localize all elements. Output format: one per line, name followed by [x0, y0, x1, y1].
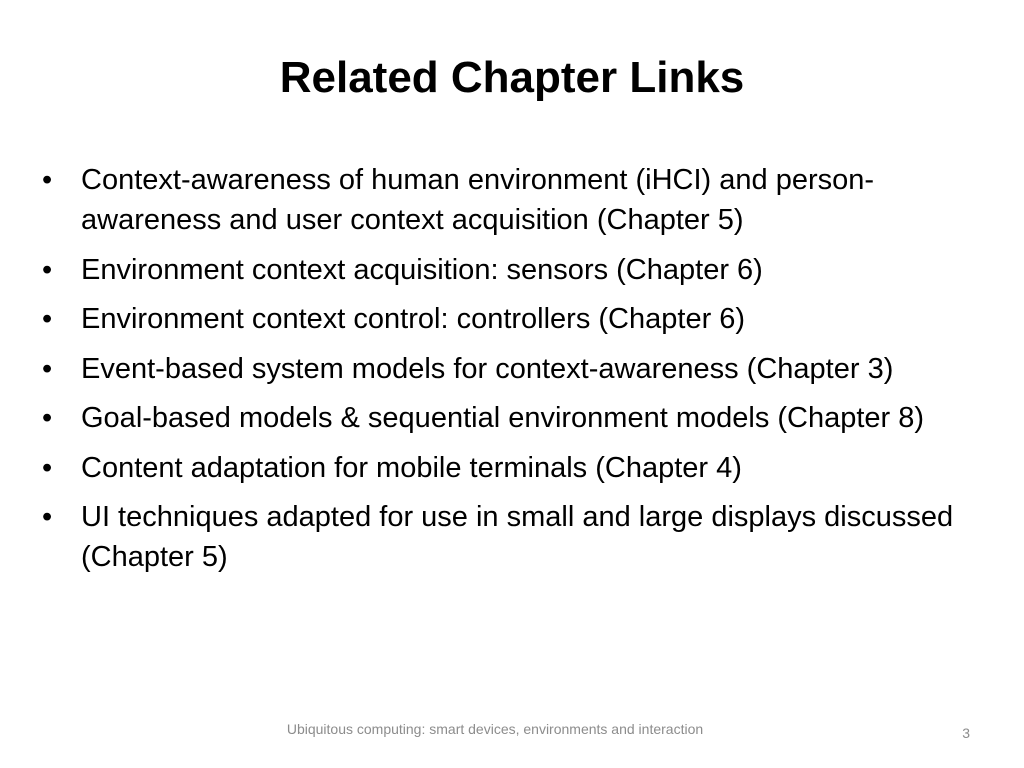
bullet-icon: • — [42, 253, 53, 286]
bullet-item — [42, 497, 992, 577]
bullet-text: Context-awareness of human environment (iHCI) and person-awareness and user context acquisition (Chapter 5) — [81, 164, 875, 236]
bullet-icon: • — [42, 352, 53, 385]
bullet-list — [42, 160, 992, 587]
bullet-text: Goal-based models & sequential environment models (Chapter 8) — [81, 402, 925, 434]
bullet-icon: • — [42, 164, 53, 196]
bullet-text: Content adaptation for mobile terminals (Chapter 4) — [81, 451, 742, 484]
bullet-text: Environment context acquisition: sensors (Chapter 6) — [81, 253, 763, 286]
slide-footer: Ubiquitous computing: smart devices, environments and interaction — [286, 721, 704, 737]
bullet-item — [42, 448, 992, 488]
bullet-icon: • — [42, 402, 53, 434]
page-number: 3 — [962, 725, 970, 741]
bullet-item — [42, 160, 992, 240]
slide-title: Related Chapter Links — [279, 53, 745, 102]
bullet-icon: • — [42, 303, 53, 335]
bullet-item — [42, 250, 992, 290]
bullet-icon: • — [42, 501, 53, 533]
bullet-text: UI techniques adapted for use in small and large displays discussed (Chapter 5) — [81, 501, 954, 573]
bullet-item — [42, 349, 992, 389]
bullet-text: Environment context control: controllers (Chapter 6) — [81, 303, 746, 335]
bullet-item — [42, 299, 992, 339]
bullet-item — [42, 398, 992, 438]
bullet-text: Event-based system models for context-awareness (Chapter 3) — [81, 352, 894, 385]
bullet-icon: • — [42, 451, 53, 484]
